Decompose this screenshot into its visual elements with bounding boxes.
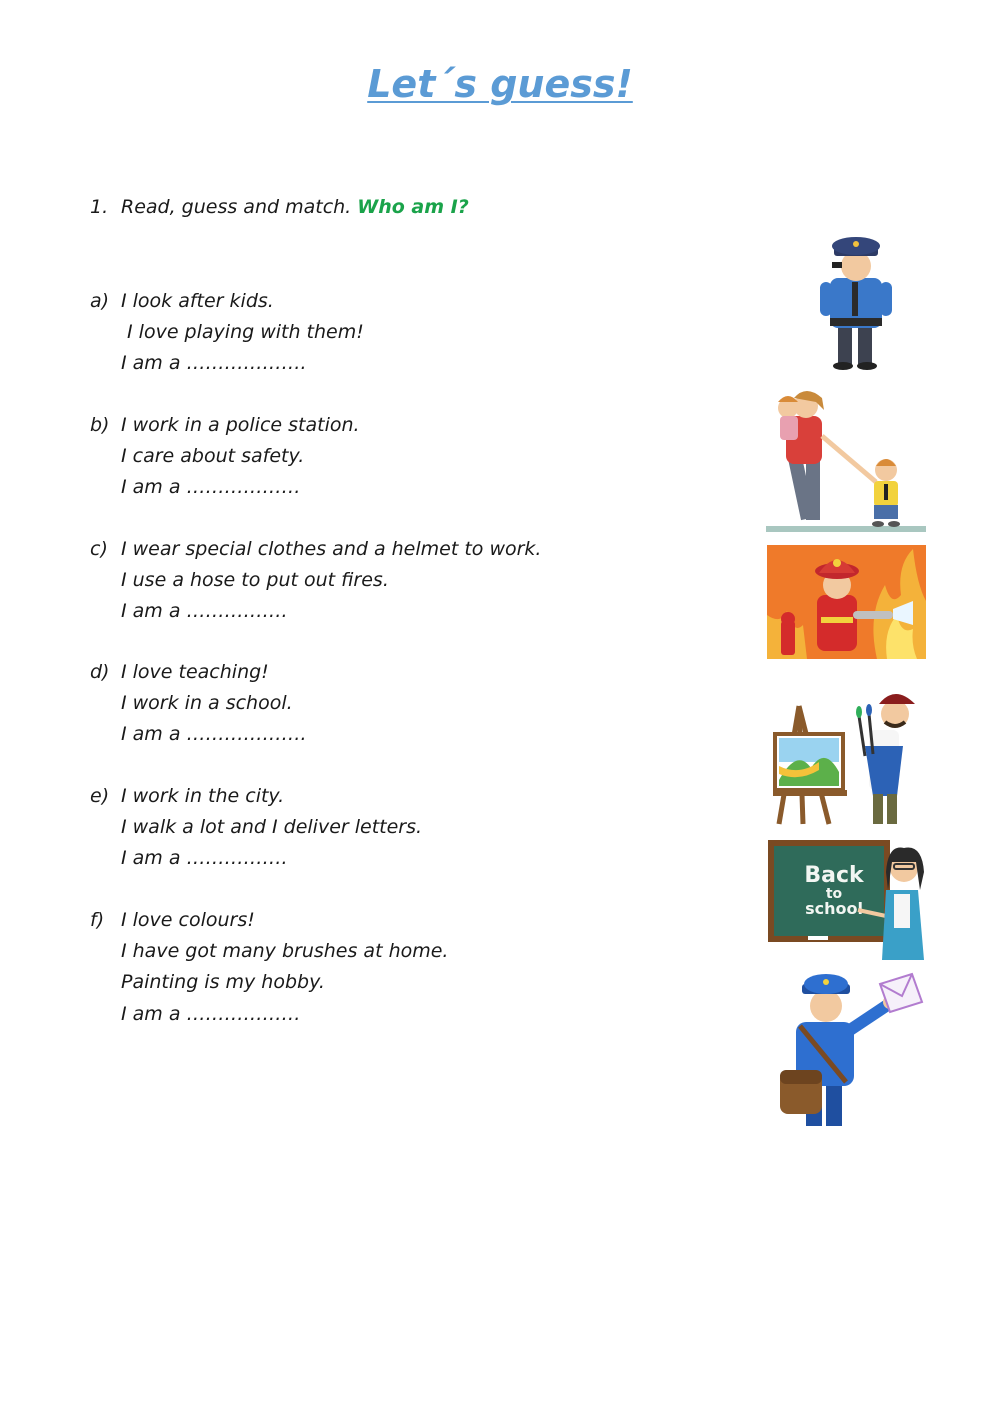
riddle-answer-blank[interactable]: I am a ………………. <box>121 723 307 746</box>
riddle-b <box>90 410 360 504</box>
riddle-answer-blank[interactable]: I am a ……………. <box>121 847 288 870</box>
riddle-marker: a) <box>90 290 110 312</box>
babysitter-icon[interactable] <box>766 386 926 538</box>
board-text-line-3: school <box>805 899 863 918</box>
riddle-marker: f) <box>90 909 105 931</box>
riddle-line: Painting is my hobby. <box>121 971 325 994</box>
riddle-answer-blank[interactable]: I am a ……………. <box>121 600 288 623</box>
riddle-a <box>90 286 364 380</box>
riddle-line: I love teaching! <box>121 661 269 683</box>
riddle-marker: b) <box>90 414 110 436</box>
riddle-c <box>90 534 541 628</box>
instruction <box>90 196 469 218</box>
postman-icon[interactable] <box>776 970 924 1128</box>
riddle-marker: c) <box>90 538 108 560</box>
board-text-line-2: to <box>825 886 843 902</box>
riddle-line: I walk a lot and I deliver letters. <box>121 816 423 839</box>
riddle-answer-blank[interactable]: I am a ……………… <box>121 476 301 499</box>
riddle-d <box>90 657 307 751</box>
riddle-line: I look after kids. <box>121 290 274 312</box>
riddle-line: I work in the city. <box>121 785 285 807</box>
riddle-f <box>90 905 448 1030</box>
painter-icon[interactable] <box>769 686 926 828</box>
riddle-answer-blank[interactable]: I am a ………………. <box>121 352 307 375</box>
riddle-line: I love playing with them! <box>121 321 364 344</box>
board-text-line-1: Back <box>804 863 864 888</box>
police-officer-icon[interactable] <box>812 232 900 370</box>
firefighter-icon[interactable] <box>767 545 926 659</box>
riddle-answer-blank[interactable]: I am a ……………… <box>121 1002 301 1025</box>
riddle-marker: d) <box>90 661 110 683</box>
riddle-line: I use a hose to put out fires. <box>121 569 389 592</box>
teacher-icon[interactable] <box>768 838 926 960</box>
riddle-line: I wear special clothes and a helmet to work. <box>121 538 542 560</box>
riddle-marker: e) <box>90 785 110 807</box>
instruction-text: Read, guess and match. <box>121 196 352 218</box>
riddle-e <box>90 781 422 875</box>
riddle-line: I love colours! <box>121 909 255 931</box>
riddle-line: I work in a police station. <box>121 414 360 436</box>
riddle-line: I have got many brushes at home. <box>121 940 449 963</box>
riddle-line: I care about safety. <box>121 445 305 468</box>
page-title: Let´s guess! <box>367 62 633 106</box>
instruction-number: 1. <box>90 196 109 218</box>
instruction-question: Who am I? <box>357 196 469 218</box>
riddle-line: I work in a school. <box>121 692 293 715</box>
